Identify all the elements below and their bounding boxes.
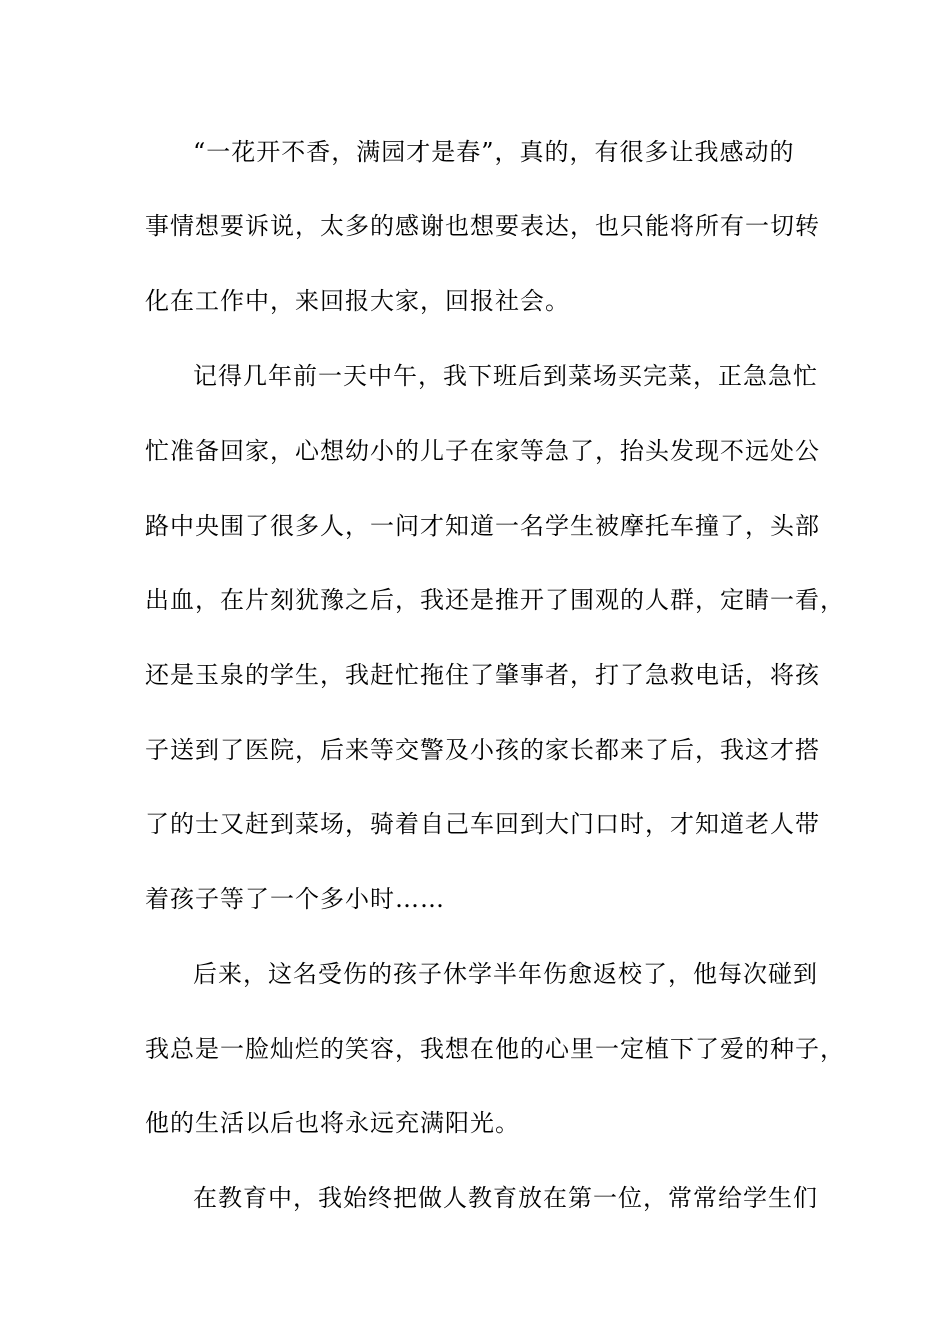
text-line: 路中央围了很多人，一问才知道一名学生被摩托车撞了，头部	[145, 512, 820, 540]
text-line: 事情想要诉说，太多的感谢也想要表达，也只能将所有一切转	[145, 212, 820, 240]
text-line: 在教育中，我始终把做人教育放在第一位，常常给学生们	[193, 1184, 818, 1212]
text-line: 他的生活以后也将永远充满阳光。	[145, 1109, 520, 1137]
text-line: 后来，这名受伤的孩子休学半年伤愈返校了，他每次碰到	[193, 960, 818, 988]
text-line: 我总是一脸灿烂的笑容，我想在他的心里一定植下了爱的种子，	[145, 1035, 845, 1063]
text-line: 着孩子等了一个多小时……	[145, 885, 445, 913]
text-line: 了的士又赶到菜场，骑着自己车回到大门口时，才知道老人带	[145, 810, 820, 838]
text-line: 忙准备回家，心想幼小的儿子在家等急了，抬头发现不远处公	[145, 437, 820, 465]
text-line: 还是玉泉的学生，我赶忙拖住了肇事者，打了急救电话，将孩	[145, 661, 820, 689]
text-line: 出血，在片刻犹豫之后，我还是推开了围观的人群，定睛一看，	[145, 586, 845, 614]
text-line: 化在工作中，来回报大家，回报社会。	[145, 287, 570, 315]
text-line: 子送到了医院，后来等交警及小孩的家长都来了后，我这才搭	[145, 736, 820, 764]
text-line: “一花开不香，满园才是春”，真的，有很多让我感动的	[193, 138, 795, 166]
text-line: 记得几年前一天中午，我下班后到菜场买完菜，正急急忙	[193, 362, 818, 390]
